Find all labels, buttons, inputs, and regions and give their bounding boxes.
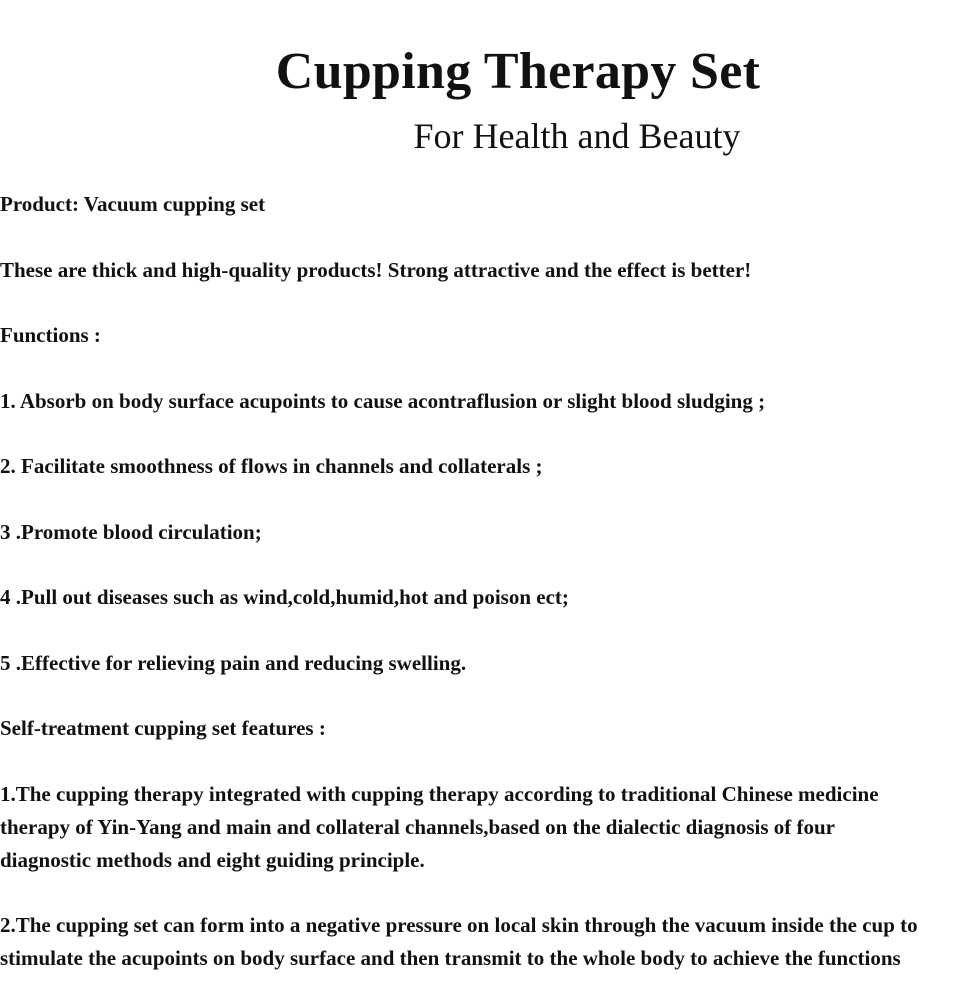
function-item-5: 5 .Effective for relieving pain and reducing swelling.: [0, 650, 467, 675]
feature-item-2: 2.The cupping set can form into a negative pressure on local skin through the vacuum inside the cup to stimulate the acupoints on body surface and then transmit to the whole body to achieve the functions: [0, 913, 918, 970]
function-item-4: 4 .Pull out diseases such as wind,cold,humid,hot and poison ect;: [0, 585, 569, 609]
product-description: [0, 188, 930, 1008]
function-item-1: 1. Absorb on body surface acupoints to cause acontraflusion or slight blood sludging ;: [0, 388, 766, 413]
functions-heading: Functions :: [0, 323, 101, 347]
quality-statement: These are thick and high-quality products! Strong attractive and the effect is better!: [0, 257, 752, 282]
function-item-2: 2. Facilitate smoothness of flows in channels and collaterals ;: [0, 454, 543, 478]
feature-item-1: 1.The cupping therapy integrated with cupping therapy according to traditional Chinese medicine therapy of Yin-Yang and main and collateral channels,based on the dialectic diagnosis of four diagnostic methods and eight guiding principle.: [0, 781, 879, 872]
function-item-3: 3 .Promote blood circulation;: [0, 519, 262, 544]
product-line: Product: Vacuum cupping set: [0, 192, 266, 216]
page-subtitle: For Health and Beauty: [413, 116, 741, 156]
features-heading: Self-treatment cupping set features :: [0, 716, 326, 740]
page-title: Cupping Therapy Set: [275, 43, 761, 100]
